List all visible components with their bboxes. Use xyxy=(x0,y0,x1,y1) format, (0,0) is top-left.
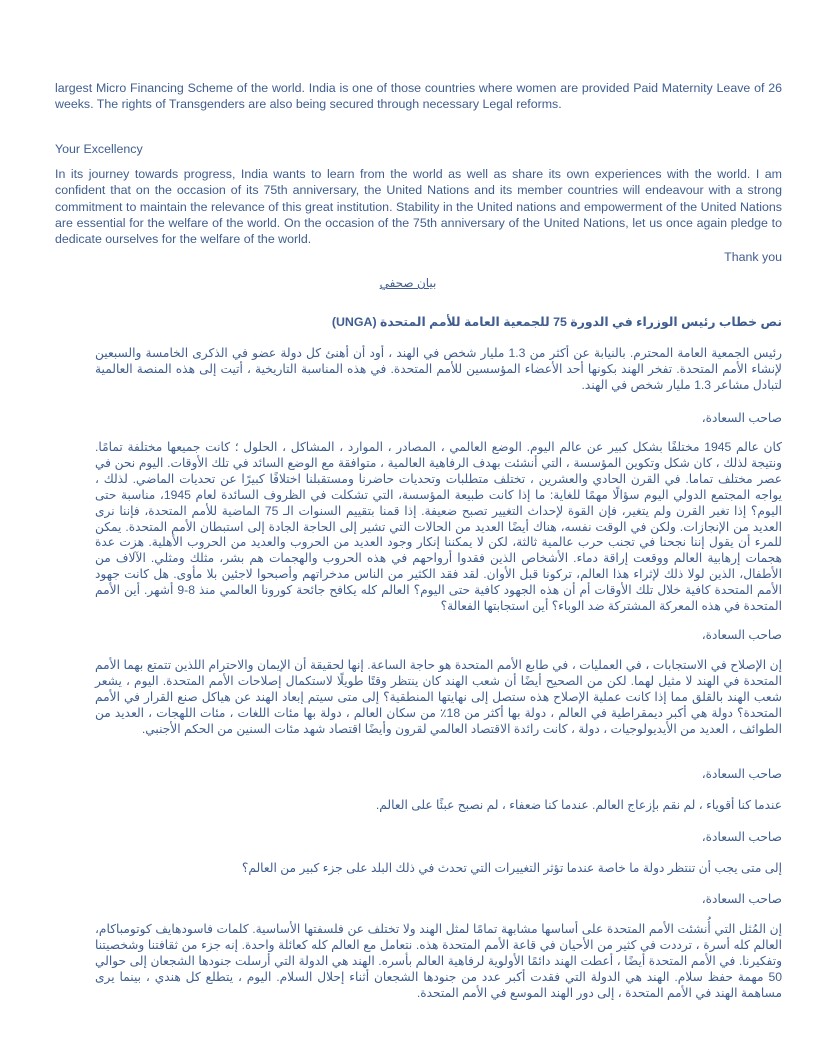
arabic-excellency-5: صاحب السعادة، xyxy=(701,892,782,906)
arabic-excellency-1: صاحب السعادة، xyxy=(701,411,782,425)
arabic-excellency-3: صاحب السعادة، xyxy=(701,767,782,781)
press-statement-title: بيان صحفي xyxy=(379,276,437,290)
arabic-paragraph-2: كان عالم 1945 مختلفًا بشكل كبير عن عالم اليوم. الوضع العالمي ، المصادر ، الموارد ، المشاكل ، الحلول ؛ كانت جميعها مختلفة تمامًا. ونتيجة لذلك ، كان شكل وتكوين المؤسسة ، التي أنشئت بهدف الرفاهية العالمية ، متوافقة مع الوضع السائد في تلك الأوقات. اليوم نحن في عصر مختلف تماما. في القرن الحادي والعشرين ، تختلف متطلبات وتحديات حاضرنا ومستقبلنا اختلافًا كبيرًا عن تحديات الماضي. لذلك ، يواجه المجتمع الدولي اليوم سؤالًا مهمًا للغاية: ما إذا كانت طبيعة المؤسسة، التي تشكلت في الظروف السائدة لعام 1945، مناسبة حتى اليوم؟ إذا تغير القرن ولم يتغير، فإن القوة لإحداث التغيير تصبح ضعيفة. إذا قمنا بتقييم السنوات الـ 75 الماضية للأمم المتحدة، فإننا نرى العديد من الإنجازات. ولكن في الوقت نفسه، هناك أيضًا العديد من الحالات التي تشير إلى الحاجة الجادة إلى استبطان الأمم المتحدة. يمكن للمرء أن يقول إننا نجحنا في تجنب حرب عالمية ثالثة، لكن لا يمكننا إنكار وجود العديد من الحروب والعديد من الحروب الأهلية. هزت عدة هجمات إرهابية العالم ووقعت إراقة دماء. الأشخاص الذين فقدوا أرواحهم في هذه الحروب والهجمات هم بشر، مثلك ومثلي. الآلاف من الأطفال، الذين لولا ذلك لإثراء هذا العالم، تركونا قبل الأوان. لقد فقد الكثير من الناس مدخراتهم وأصبحوا لاجئين بلا مأوى. هل كانت جهود الأمم المتحدة كافية خلال تلك الأوقات أم أن هذه الجهود كافية حتى اليوم؟ العالم كله يكافح جائحة كورونا العالمي منذ 8-9 أشهر. أين الأمم المتحدة في هذه المعركة المشتركة ضد الوباء؟ أين استجابتها الفعالة؟ xyxy=(95,440,783,614)
english-paragraph-2: In its journey towards progress, India wants to learn from the world as well as share its own experiences with the world. I am confident that on the occasion of its 75th anniversary, the United Nations and its member countries will endeavour with a strong commitment to maintain the relevance of this great institution. Stability in the United nations and empowerment of the United Nations are essential for the welfare of the world. On the occasion of the 75th anniversary of the United Nations, let us once again pledge to dedicate ourselves for the welfare of the world. xyxy=(55,167,782,247)
arabic-paragraph-5: إلى متى يجب أن تنتظر دولة ما خاصة عندما تؤثر التغييرات التي تحدث في ذلك البلد على جزء كبير من العالم؟ xyxy=(241,861,782,875)
arabic-excellency-4: صاحب السعادة، xyxy=(701,830,782,844)
arabic-excellency-2: صاحب السعادة، xyxy=(701,628,782,642)
arabic-paragraph-6: إن المُثل التي أُنشئت الأمم المتحدة على أساسها مشابهة تمامًا لمثل الهند ولا تختلف عن فلسفتها الأساسية. كلمات فاسودهايف كوتومباكام، العالم كله أسرة ، ترددت في كثير من الأحيان في قاعة الأمم المتحدة هذه. نتعامل مع العالم كله كعائلة واحدة. إنه جزء من ثقافتنا وشخصيتنا وتفكيرنا. في الأمم المتحدة أيضًا ، أعطت الهند دائمًا الأولوية لرفاهية العالم بأسره. الهند هي الدولة التي أرسلت جنودها الشجعان إلى حوالي 50 مهمة حفظ سلام. الهند هي الدولة التي فقدت أكبر عدد من جنودها الشجعان أثناء إحلال السلام. اليوم ، يتطلع كل هندي ، بينما يرى مساهمة الهند في الأمم المتحدة ، إلى دور الهند الموسع في الأمم المتحدة. xyxy=(95,922,782,1000)
arabic-speech-heading: نص خطاب رئيس الوزراء في الدورة 75 للجمعية العامة للأمم المتحدة (UNGA) xyxy=(331,315,782,329)
arabic-paragraph-3: إن الإصلاح في الاستجابات ، في العمليات ، في طابع الأمم المتحدة هو حاجة الساعة. إنها لحقيقة أن الإيمان والاحترام اللذين تتمتع بهما الأمم المتحدة في الهند لا مثيل لهما. لكن من الصحيح أيضًا أن شعب الهند كان ينتظر وقتًا طويلًا لاستكمال إصلاحات الأمم المتحدة. اليوم ، يشعر شعب الهند بالقلق مما إذا كانت عملية الإصلاح هذه ستصل إلى نهايتها المنطقية؟ إلى متى سيتم إبعاد الهند عن هياكل صنع القرار في الأمم المتحدة؟ دولة هي أكبر ديمقراطية في العالم ، دولة بها أكثر من 18٪ من سكان العالم ، دولة بها مئات اللغات ، مئات اللهجات ، العديد من الطوائف ، العديد من الأيديولوجيات ، دولة ، كانت رائدة الاقتصاد العالمي لقرون وأيضًا اقتصاد شهد مئات السنين من الحكم الأجنبي. xyxy=(95,658,782,736)
closing-thanks: Thank you xyxy=(724,250,782,264)
arabic-paragraph-4: عندما كنا أقوياء ، لم نقم بإزعاج العالم. عندما كنا ضعفاء ، لم نصبح عبئًا على العالم. xyxy=(375,798,782,812)
salutation: Your Excellency xyxy=(55,142,143,156)
arabic-paragraph-1: رئيس الجمعية العامة المحترم. بالنيابة عن أكثر من 1.3 مليار شخص في الهند ، أود أن أهنئ كل دولة عضو في الذكرى الخامسة والسبعين لإنشاء الأمم المتحدة. تفخر الهند بكونها أحد الأعضاء المؤسسين للأمم المتحدة. في هذه المناسبة التاريخية ، أتيت إلى هذه المنصة العالمية لتبادل مشاعر 1.3 مليار شخص في الهند. xyxy=(95,346,782,392)
english-paragraph-1: largest Micro Financing Scheme of the world. India is one of those countries where women are provided Paid Maternity Leave of 26 weeks. The rights of Transgenders are also being secured through necessary Legal reforms. xyxy=(55,81,782,112)
